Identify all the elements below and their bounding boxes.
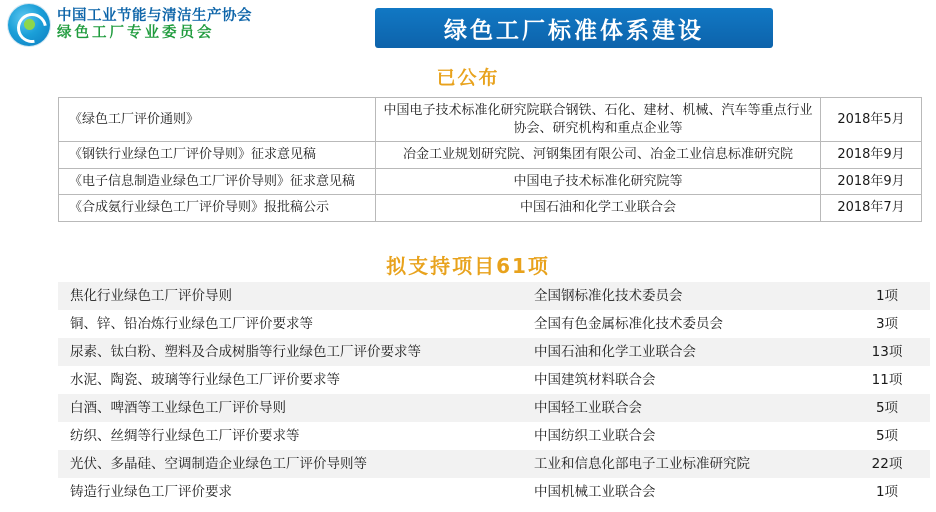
standard-name: 《合成氨行业绿色工厂评价导则》报批稿公示 [59, 195, 376, 222]
slide-title-banner [375, 8, 773, 48]
swoosh-circle-logo-icon [8, 4, 50, 46]
table-row [58, 338, 930, 366]
project-count: 1项 [844, 478, 930, 506]
logo-line1: 中国工业节能与清洁生产协会 [57, 8, 252, 25]
table-row [59, 142, 922, 169]
project-org: 中国纺织工业联合会 [526, 422, 844, 450]
association-logo [8, 4, 252, 46]
table-row [58, 282, 930, 310]
table-row [59, 98, 922, 142]
project-count: 11项 [844, 366, 930, 394]
project-org: 全国钢标准化技术委员会 [526, 282, 844, 310]
table-row [58, 394, 930, 422]
standard-date: 2018年9月 [821, 142, 922, 169]
planned-section-heading: 拟支持项目61项 [386, 254, 550, 278]
project-name: 铜、锌、铅冶炼行业绿色工厂评价要求等 [58, 310, 526, 338]
table-row [58, 366, 930, 394]
planned-projects-table [58, 282, 930, 506]
standard-org: 中国石油和化学工业联合会 [376, 195, 821, 222]
published-standards-table [58, 97, 922, 222]
project-org: 中国建筑材料联合会 [526, 366, 844, 394]
project-count: 22项 [844, 450, 930, 478]
logo-text [57, 8, 252, 41]
table-row [58, 450, 930, 478]
project-name: 水泥、陶瓷、玻璃等行业绿色工厂评价要求等 [58, 366, 526, 394]
project-count: 3项 [844, 310, 930, 338]
standard-name: 《钢铁行业绿色工厂评价导则》征求意见稿 [59, 142, 376, 169]
table-row [58, 422, 930, 450]
project-org: 工业和信息化部电子工业标准研究院 [526, 450, 844, 478]
table-row [58, 478, 930, 506]
project-name: 铸造行业绿色工厂评价要求 [58, 478, 526, 506]
published-section-heading: 已公布 [436, 67, 500, 89]
slide-header [0, 0, 936, 58]
page-title: 绿色工厂标准体系建设 [444, 17, 704, 44]
project-name: 焦化行业绿色工厂评价导则 [58, 282, 526, 310]
standard-date: 2018年5月 [821, 98, 922, 142]
table-row [59, 195, 922, 222]
standard-name: 《电子信息制造业绿色工厂评价导则》征求意见稿 [59, 168, 376, 195]
project-name: 光伏、多晶硅、空调制造企业绿色工厂评价导则等 [58, 450, 526, 478]
project-org: 中国轻工业联合会 [526, 394, 844, 422]
project-org: 中国石油和化学工业联合会 [526, 338, 844, 366]
project-count: 1项 [844, 282, 930, 310]
logo-line2: 绿色工厂专业委员会 [57, 25, 215, 41]
project-name: 尿素、钛白粉、塑料及合成树脂等行业绿色工厂评价要求等 [58, 338, 526, 366]
project-count: 5项 [844, 394, 930, 422]
project-name: 白酒、啤酒等工业绿色工厂评价导则 [58, 394, 526, 422]
project-name: 纺织、丝绸等行业绿色工厂评价要求等 [58, 422, 526, 450]
table-row [58, 310, 930, 338]
standard-date: 2018年9月 [821, 168, 922, 195]
project-org: 全国有色金属标准化技术委员会 [526, 310, 844, 338]
table-row [59, 168, 922, 195]
standard-org: 中国电子技术标准化研究院等 [376, 168, 821, 195]
project-count: 13项 [844, 338, 930, 366]
standard-name: 《绿色工厂评价通则》 [59, 98, 376, 142]
project-org: 中国机械工业联合会 [526, 478, 844, 506]
standard-date: 2018年7月 [821, 195, 922, 222]
project-count: 5项 [844, 422, 930, 450]
standard-org: 冶金工业规划研究院、河钢集团有限公司、冶金工业信息标准研究院 [376, 142, 821, 169]
standard-org: 中国电子技术标准化研究院联合钢铁、石化、建材、机械、汽车等重点行业协会、研究机构和重点企业等 [376, 98, 821, 142]
